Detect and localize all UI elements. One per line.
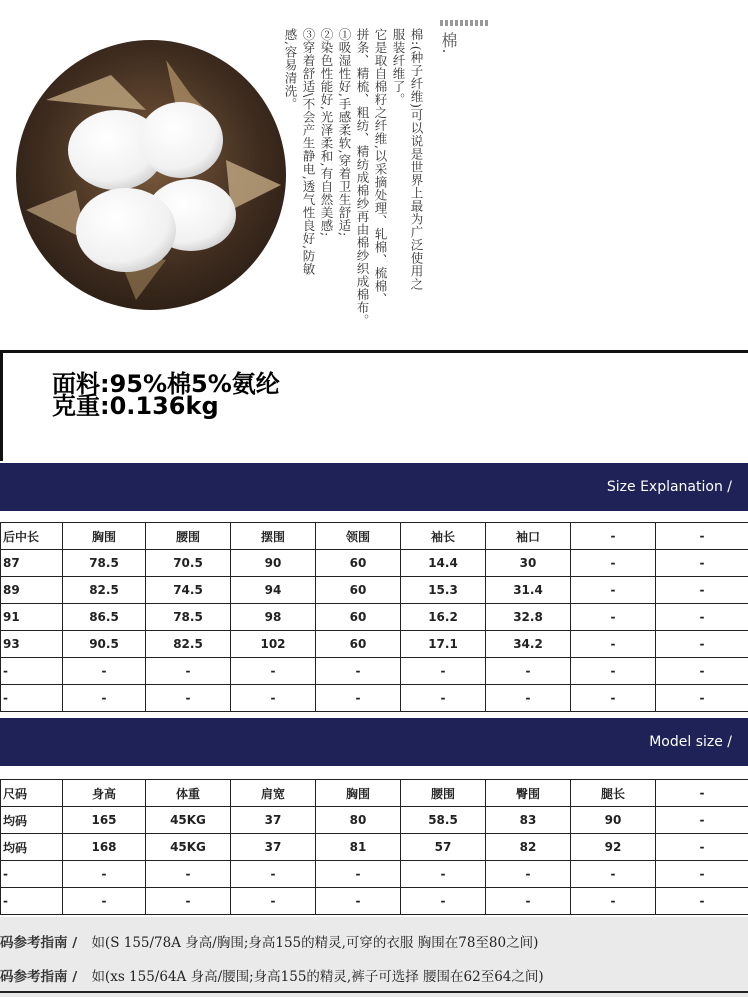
model-size-table bbox=[0, 779, 748, 915]
divider bbox=[0, 350, 748, 353]
table-cell: 34.2 bbox=[486, 631, 571, 658]
table-cell: 60 bbox=[316, 550, 401, 577]
table-cell: 74.5 bbox=[146, 577, 231, 604]
intro-text-col5: ①吸湿性好,手感柔软,穿着卫生舒适; bbox=[337, 28, 352, 237]
table-cell: 17.1 bbox=[401, 631, 486, 658]
table-cell: 45KG bbox=[146, 807, 231, 834]
cotton-boll-image bbox=[16, 40, 286, 310]
column-header: - bbox=[656, 523, 748, 550]
table-cell: - bbox=[656, 550, 748, 577]
table-cell: 90 bbox=[571, 807, 656, 834]
column-header: 腰围 bbox=[146, 523, 231, 550]
guide-row-2 bbox=[0, 965, 748, 993]
table-cell: 102 bbox=[231, 631, 316, 658]
table-cell: - bbox=[486, 861, 571, 888]
intro-text-col4: 拼条、精梳、粗纺、精纺成棉纱再由棉纱织成棉布。 bbox=[355, 28, 370, 327]
column-header: 领围 bbox=[316, 523, 401, 550]
model-size-band bbox=[0, 718, 748, 766]
table-cell: 86.5 bbox=[63, 604, 146, 631]
table-cell: - bbox=[656, 577, 748, 604]
table-row bbox=[1, 604, 748, 631]
table-cell: 16.2 bbox=[401, 604, 486, 631]
table-cell: - bbox=[656, 807, 748, 834]
table-cell: - bbox=[656, 834, 748, 861]
table-row bbox=[1, 577, 748, 604]
table-cell: - bbox=[571, 604, 656, 631]
table-cell: 82.5 bbox=[146, 631, 231, 658]
table-cell: 32.8 bbox=[486, 604, 571, 631]
table-cell: - bbox=[1, 888, 63, 915]
table-cell: 70.5 bbox=[146, 550, 231, 577]
divider bbox=[0, 350, 3, 461]
table-cell: - bbox=[63, 861, 146, 888]
table-cell: 37 bbox=[231, 834, 316, 861]
table-cell: 14.4 bbox=[401, 550, 486, 577]
intro-title: 棉. bbox=[439, 32, 458, 55]
guide-row-1-heading: 码参考指南 / bbox=[0, 935, 78, 951]
column-header: 后中长 bbox=[1, 523, 63, 550]
table-cell: - bbox=[656, 604, 748, 631]
column-header: 臀围 bbox=[486, 780, 571, 807]
table-cell: - bbox=[571, 550, 656, 577]
table-cell: 82.5 bbox=[63, 577, 146, 604]
table-cell: - bbox=[1, 658, 63, 685]
table-cell: 58.5 bbox=[401, 807, 486, 834]
table-cell: - bbox=[231, 861, 316, 888]
intro-text-col3: 它是取自棉籽之纤维,以采摘处理、轧棉、梳棉、 bbox=[373, 28, 388, 306]
table-cell: - bbox=[401, 861, 486, 888]
size-table bbox=[0, 522, 748, 712]
decorative-dots bbox=[440, 20, 490, 26]
column-header: 尺码 bbox=[1, 780, 63, 807]
table-row bbox=[1, 807, 748, 834]
table-cell: 60 bbox=[316, 577, 401, 604]
table-cell: 91 bbox=[1, 604, 63, 631]
column-header: 摆围 bbox=[231, 523, 316, 550]
table-cell: 15.3 bbox=[401, 577, 486, 604]
table-row bbox=[1, 861, 748, 888]
table-cell: 31.4 bbox=[486, 577, 571, 604]
column-header: 腰围 bbox=[401, 780, 486, 807]
table-cell: 78.5 bbox=[146, 604, 231, 631]
table-cell: 87 bbox=[1, 550, 63, 577]
table-cell: - bbox=[656, 888, 748, 915]
model_section-header-row bbox=[1, 780, 748, 807]
table-row bbox=[1, 631, 748, 658]
table-cell: - bbox=[316, 685, 401, 712]
intro-text-col6: ②染色性能好,光泽柔和,有自然美感; bbox=[319, 28, 334, 237]
table-cell: - bbox=[401, 888, 486, 915]
table-cell: 165 bbox=[63, 807, 146, 834]
table-cell: 90.5 bbox=[63, 631, 146, 658]
column-header: 体重 bbox=[146, 780, 231, 807]
guide-row-1-text: 如(S 155/78A 身高/胸围;身高155的精灵,可穿的衣服 胸围在78至80之间) bbox=[91, 935, 539, 951]
table-cell: - bbox=[571, 861, 656, 888]
table-cell: 37 bbox=[231, 807, 316, 834]
cotton-intro-section bbox=[0, 0, 748, 350]
table-row bbox=[1, 685, 748, 712]
table-cell: - bbox=[231, 888, 316, 915]
column-header: 腿长 bbox=[571, 780, 656, 807]
intro-text-col8: 感,容易清洗。 bbox=[283, 28, 298, 111]
table-cell: - bbox=[486, 685, 571, 712]
table-cell: 89 bbox=[1, 577, 63, 604]
table-cell: 90 bbox=[231, 550, 316, 577]
model-size-label: Model size / bbox=[649, 734, 732, 750]
table-cell: 30 bbox=[486, 550, 571, 577]
table-cell: 168 bbox=[63, 834, 146, 861]
table-cell: 60 bbox=[316, 631, 401, 658]
table-cell: 94 bbox=[231, 577, 316, 604]
column-header: 肩宽 bbox=[231, 780, 316, 807]
table-cell: 98 bbox=[231, 604, 316, 631]
table-cell: - bbox=[231, 685, 316, 712]
table-cell: 60 bbox=[316, 604, 401, 631]
table-cell: - bbox=[486, 888, 571, 915]
table-cell: - bbox=[63, 685, 146, 712]
column-header: - bbox=[571, 523, 656, 550]
table-cell: 81 bbox=[316, 834, 401, 861]
table-row bbox=[1, 834, 748, 861]
table-cell: - bbox=[63, 658, 146, 685]
table-cell: 83 bbox=[486, 807, 571, 834]
table-cell: 57 bbox=[401, 834, 486, 861]
table-cell: - bbox=[146, 685, 231, 712]
table-cell: 93 bbox=[1, 631, 63, 658]
table-cell: 均码 bbox=[1, 834, 63, 861]
table-cell: - bbox=[571, 888, 656, 915]
size-guide-footer bbox=[0, 917, 748, 997]
table-cell: - bbox=[146, 861, 231, 888]
table-cell: - bbox=[571, 577, 656, 604]
table-cell: - bbox=[1, 861, 63, 888]
size-explanation-band bbox=[0, 463, 748, 511]
guide-row-2-heading: 码参考指南 / bbox=[0, 969, 78, 985]
table-cell: 82 bbox=[486, 834, 571, 861]
table-cell: - bbox=[63, 888, 146, 915]
table-cell: 均码 bbox=[1, 807, 63, 834]
table-cell: - bbox=[231, 658, 316, 685]
table-cell: - bbox=[571, 658, 656, 685]
column-header: 袖长 bbox=[401, 523, 486, 550]
table-cell: - bbox=[656, 685, 748, 712]
guide-row-1 bbox=[0, 931, 748, 959]
intro-text-col2: 服装纤维了。 bbox=[391, 28, 406, 106]
table-row bbox=[1, 658, 748, 685]
table-cell: - bbox=[656, 861, 748, 888]
table-cell: - bbox=[316, 861, 401, 888]
table-cell: - bbox=[401, 685, 486, 712]
table-cell: - bbox=[571, 685, 656, 712]
table-row bbox=[1, 550, 748, 577]
fabric-composition: 面料:95%棉5%氨纶 bbox=[52, 370, 280, 398]
guide-row-2-text: 如(xs 155/64A 身高/腰围;身高155的精灵,裤子可选择 腰围在62至64之间) bbox=[91, 969, 544, 985]
intro-text-col7: ③穿着舒适\不会产生静电,透气性良好,防敏 bbox=[301, 28, 316, 276]
divider bbox=[0, 991, 748, 993]
table-cell: - bbox=[656, 658, 748, 685]
size_section-header-row bbox=[1, 523, 748, 550]
table-cell: - bbox=[316, 658, 401, 685]
column-header: 身高 bbox=[63, 780, 146, 807]
size-explanation-label: Size Explanation / bbox=[606, 479, 732, 495]
table-cell: - bbox=[1, 685, 63, 712]
column-header: - bbox=[656, 780, 748, 807]
table-cell: - bbox=[656, 631, 748, 658]
table-cell: - bbox=[316, 888, 401, 915]
table-cell: 92 bbox=[571, 834, 656, 861]
table-cell: 78.5 bbox=[63, 550, 146, 577]
table-cell: 45KG bbox=[146, 834, 231, 861]
table-row bbox=[1, 888, 748, 915]
table-cell: - bbox=[146, 888, 231, 915]
column-header: 袖口 bbox=[486, 523, 571, 550]
fabric-weight: 克重:0.136kg bbox=[52, 392, 219, 420]
column-header: 胸围 bbox=[316, 780, 401, 807]
table-cell: - bbox=[486, 658, 571, 685]
table-cell: - bbox=[571, 631, 656, 658]
table-cell: 80 bbox=[316, 807, 401, 834]
table-cell: - bbox=[146, 658, 231, 685]
intro-text-col1: 棉:(种子纤维)可以说是世界上最为广泛使用之 bbox=[409, 28, 424, 291]
table-cell: - bbox=[401, 658, 486, 685]
fabric-info-box bbox=[0, 350, 748, 461]
column-header: 胸围 bbox=[63, 523, 146, 550]
